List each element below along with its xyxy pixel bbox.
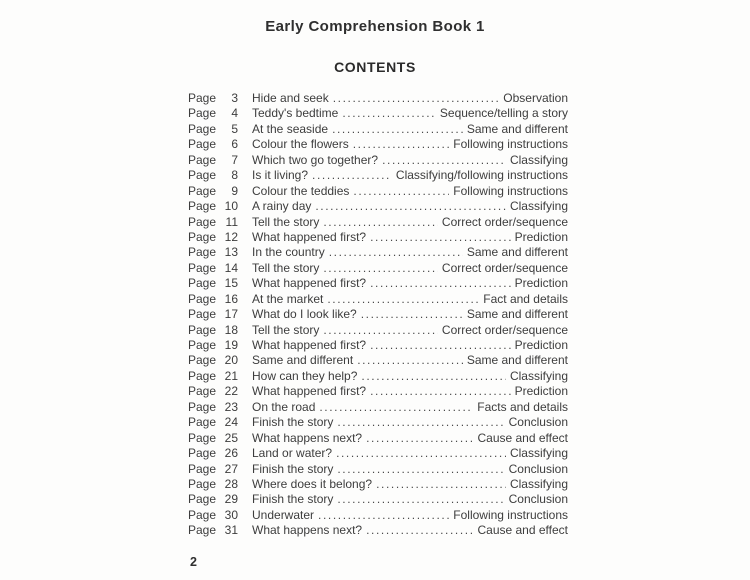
entry-title: What happened first?	[252, 229, 367, 244]
leader-dots	[370, 384, 511, 399]
toc-row	[188, 168, 568, 183]
toc-row	[188, 137, 568, 152]
leader-dots	[370, 338, 511, 353]
page-number: 8	[231, 168, 238, 183]
toc-row	[188, 276, 568, 291]
entry-title: What happened first?	[252, 384, 367, 399]
toc-row	[188, 446, 568, 461]
entry-title: On the road	[252, 399, 316, 414]
page-word: Page	[188, 276, 217, 291]
entry-skill: Prediction	[514, 338, 568, 352]
toc-row	[188, 415, 568, 430]
toc-row	[188, 353, 568, 368]
page-word: Page	[188, 137, 217, 152]
page-word: Page	[188, 353, 217, 368]
entry-title: What do I look like?	[252, 307, 357, 322]
entry-title: What happens next?	[252, 430, 363, 445]
entry-skill: Classifying/following instructions	[395, 168, 568, 183]
entry-skill: Same and different	[466, 121, 568, 136]
toc-row	[188, 384, 568, 399]
toc-row	[188, 307, 568, 322]
entry-title: Finish the story	[252, 492, 334, 507]
entry-skill: Correct order/sequence	[441, 214, 568, 229]
page-number: 5	[231, 121, 238, 136]
entry-title: What happened first?	[252, 338, 367, 352]
page-number: 30	[224, 507, 238, 522]
page-number: 9	[231, 183, 238, 198]
leader-dots	[318, 508, 449, 523]
entry-skill: Prediction	[514, 384, 568, 399]
leader-dots	[327, 292, 479, 307]
toc-row	[188, 91, 568, 106]
entry-title: Hide and seek	[252, 91, 329, 105]
page-number: 27	[224, 461, 238, 476]
entry-skill: Correct order/sequence	[441, 322, 568, 337]
entry-title: Finish the story	[252, 415, 334, 430]
entry-title: Colour the flowers	[252, 137, 349, 152]
page-number: 18	[224, 322, 238, 337]
toc-row	[188, 369, 568, 384]
entry-skill: Classifying	[509, 446, 568, 461]
entry-skill: Following instructions	[453, 507, 568, 522]
page-word: Page	[188, 121, 217, 136]
page-number: 13	[224, 245, 238, 260]
contents-heading: CONTENTS	[334, 59, 416, 75]
entry-title: Which two go together?	[252, 152, 379, 167]
page-word: Page	[188, 168, 217, 183]
entry-title: Underwater	[252, 507, 315, 522]
entry-skill: Cause and effect	[477, 523, 568, 538]
leader-dots	[376, 477, 506, 492]
page-word: Page	[188, 260, 217, 275]
toc-row	[188, 323, 568, 338]
leader-dots	[329, 245, 463, 260]
toc-row	[188, 431, 568, 446]
page-number: 23	[224, 399, 238, 414]
leader-dots	[323, 323, 438, 338]
entry-skill: Same and different	[466, 245, 568, 260]
page-number: 25	[224, 430, 238, 445]
page-number: 19	[224, 338, 238, 352]
page-number: 31	[224, 523, 238, 538]
entry-skill: Classifying	[509, 199, 568, 214]
leader-dots	[370, 276, 511, 291]
page-number: 11	[225, 214, 238, 229]
entry-title: Finish the story	[252, 461, 334, 476]
entry-skill: Facts and details	[477, 399, 568, 414]
leader-dots	[361, 369, 506, 384]
leader-dots	[333, 91, 500, 106]
page-word: Page	[188, 415, 217, 430]
toc-row	[188, 153, 568, 168]
page-word: Page	[188, 183, 217, 198]
toc-row	[188, 230, 568, 245]
page-word: Page	[188, 384, 217, 399]
page-number: 12	[224, 229, 238, 244]
page-number: 21	[224, 368, 238, 383]
leader-dots	[319, 400, 473, 415]
page-word: Page	[188, 214, 217, 229]
page-number: 14	[224, 260, 238, 275]
entry-title: Same and different	[252, 353, 354, 368]
toc-row	[188, 400, 568, 415]
page-word: Page	[188, 430, 217, 445]
entry-title: Tell the story	[252, 260, 320, 275]
entry-skill: Following instructions	[453, 137, 568, 152]
entry-skill: Prediction	[514, 229, 568, 244]
leader-dots	[323, 215, 438, 230]
toc-row	[188, 122, 568, 137]
leader-dots	[336, 446, 506, 461]
page-number: 17	[224, 307, 238, 322]
page-word: Page	[188, 245, 217, 260]
page-word: Page	[188, 461, 217, 476]
entry-skill: Sequence/telling a story	[439, 106, 568, 121]
toc-row	[188, 462, 568, 477]
page-number: 10	[224, 199, 238, 214]
page-word: Page	[188, 399, 217, 414]
leader-dots	[337, 492, 504, 507]
entry-title: Tell the story	[252, 322, 320, 337]
toc-row	[188, 292, 568, 307]
entry-skill: Classifying	[509, 476, 568, 491]
page-word: Page	[188, 492, 217, 507]
entry-title: A rainy day	[252, 199, 312, 214]
page-word: Page	[188, 338, 217, 352]
page-number: 7	[231, 152, 238, 167]
entry-skill: Conclusion	[508, 461, 568, 476]
entry-skill: Following instructions	[453, 183, 568, 198]
leader-dots	[353, 137, 450, 152]
entry-skill: Same and different	[466, 353, 568, 368]
toc-row	[188, 106, 568, 121]
leader-dots	[353, 184, 449, 199]
leader-dots	[370, 230, 511, 245]
entry-skill: Fact and details	[483, 291, 568, 306]
page-word: Page	[188, 307, 217, 322]
toc-list	[188, 91, 568, 539]
page-word: Page	[188, 152, 217, 167]
entry-title: At the seaside	[252, 121, 329, 136]
entry-title: Where does it belong?	[252, 476, 373, 491]
entry-title: Is it living?	[252, 168, 309, 183]
leader-dots	[312, 168, 392, 183]
toc-row	[188, 508, 568, 523]
leader-dots	[332, 122, 463, 137]
leader-dots	[366, 523, 473, 538]
page-number: 22	[224, 384, 238, 399]
leader-dots	[382, 153, 506, 168]
toc-row	[188, 215, 568, 230]
entry-skill: Observation	[503, 91, 568, 105]
leader-dots	[361, 307, 463, 322]
leader-dots	[357, 353, 463, 368]
page-word: Page	[188, 322, 217, 337]
entry-skill: Cause and effect	[477, 430, 568, 445]
entry-skill: Classifying	[509, 152, 568, 167]
page-number: 29	[224, 492, 238, 507]
toc-row	[188, 245, 568, 260]
entry-title: At the market	[252, 291, 324, 306]
leader-dots	[315, 199, 506, 214]
page-word: Page	[188, 91, 217, 105]
page-word: Page	[188, 229, 217, 244]
page-word: Page	[188, 199, 217, 214]
toc-row	[188, 261, 568, 276]
entry-skill: Correct order/sequence	[441, 260, 568, 275]
page-word: Page	[188, 291, 217, 306]
entry-title: What happened first?	[252, 276, 367, 291]
page-word: Page	[188, 507, 217, 522]
leader-dots	[337, 462, 504, 477]
toc-row	[188, 523, 568, 538]
entry-title: Teddy's bedtime	[252, 106, 339, 121]
page-number: 26	[224, 446, 238, 461]
leader-dots	[337, 415, 504, 430]
footer-page-number: 2	[190, 555, 197, 569]
leader-dots	[366, 431, 473, 446]
entry-skill: Classifying	[509, 368, 568, 383]
page-word: Page	[188, 523, 217, 538]
entry-title: What happens next?	[252, 523, 363, 538]
page-number: 15	[224, 276, 238, 291]
entry-skill: Conclusion	[508, 492, 568, 507]
page-word: Page	[188, 368, 217, 383]
page-number: 3	[231, 91, 238, 105]
toc-row	[188, 338, 568, 353]
page-number: 16	[224, 291, 238, 306]
entry-title: Colour the teddies	[252, 183, 350, 198]
page-number: 4	[231, 106, 238, 121]
entry-skill: Prediction	[514, 276, 568, 291]
toc-row	[188, 477, 568, 492]
entry-title: Land or water?	[252, 446, 333, 461]
entry-title: How can they help?	[252, 368, 358, 383]
leader-dots	[342, 106, 436, 121]
page-word: Page	[188, 106, 217, 121]
page-word: Page	[188, 476, 217, 491]
page-number: 24	[224, 415, 238, 430]
page-number: 6	[231, 137, 238, 152]
toc-row	[188, 492, 568, 507]
book-title: Early Comprehension Book 1	[265, 18, 485, 35]
entry-skill: Conclusion	[508, 415, 568, 430]
entry-title: Tell the story	[252, 214, 320, 229]
toc-row	[188, 199, 568, 214]
toc-row	[188, 184, 568, 199]
page-number: 28	[224, 476, 238, 491]
entry-title: In the country	[252, 245, 325, 260]
entry-skill: Same and different	[466, 307, 568, 322]
leader-dots	[323, 261, 438, 276]
page-word: Page	[188, 446, 217, 461]
page-number: 20	[224, 353, 238, 368]
